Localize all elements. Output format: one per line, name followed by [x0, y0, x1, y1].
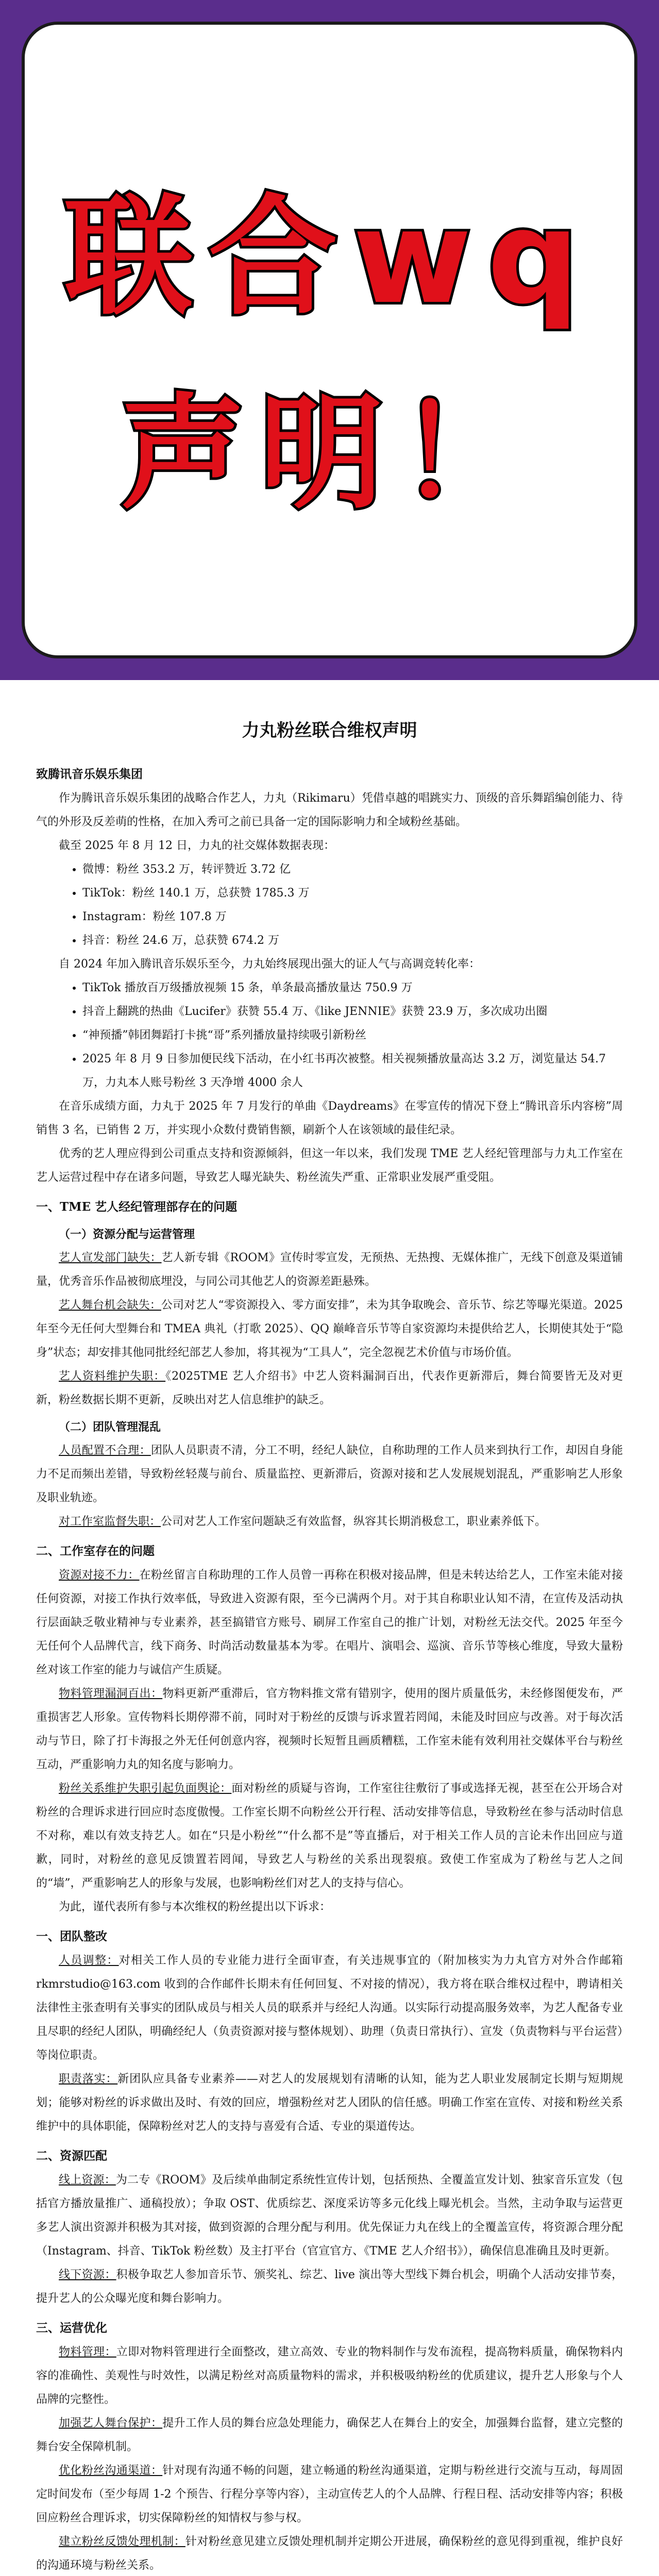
item-text: 提升工作人员的舞台应急处理能力，确保艺人在舞台上的安全，加强舞台监督，建立完整的舞台安全保障机制。 [36, 2417, 623, 2453]
paragraph [36, 1510, 623, 1534]
item-label: 优化粉丝沟通渠道： [59, 2464, 163, 2477]
paragraph: 为此，谨代表所有参与本次维权的粉丝提出以下诉求： [59, 1901, 331, 1913]
paragraph [36, 1949, 623, 2067]
item-label: 人员配置不合理： [59, 1444, 151, 1457]
paragraph: 优秀的艺人理应得到公司重点支持和资源倾斜，但这一年以来，我们发现 TME 艺人经纪管理部与力丸工作室在艺人运营过程中存在诸多问题，导致艺人曝光缺失、粉丝流失严重、正常职业发展严重受阻。 [36, 1147, 623, 1184]
list-item: • TikTok 播放百万级播放视频 15 条，单条最高播放量达 750.9 万 [82, 976, 623, 1000]
section-heading: 二、工作室存在的问题 [36, 1544, 155, 1558]
stats-list [36, 858, 623, 953]
section-heading: 一、TME 艺人经纪管理部存在的问题 [36, 1200, 238, 1214]
item-text: 针对粉丝意见建立反馈处理机制并定期公开进展，确保粉丝的意见得到重视，维护良好的沟通环境与粉丝关系。 [36, 2535, 623, 2572]
paragraph: 自 2024 年加入腾讯音乐娱乐至今，力丸始终展现出强大的证人气与高调竞转化率： [59, 958, 480, 971]
paragraph: 作为腾讯音乐娱乐集团的战略合作艺人，力丸（Rikimaru）凭借卓越的唱跳实力、顶级的音乐舞蹈编创能力、待气的外形及反差萌的性格，在加入秀可之前已具备一定的国际影响力和全域粉丝基础。 [36, 792, 623, 828]
paragraph [36, 2341, 623, 2412]
poster [0, 0, 659, 680]
item-label: 物料管理： [59, 2346, 116, 2359]
item-text: 新团队应具备专业素养——对艺人的发展规划有清晰的认知，能为艺人职业发展制定长期与短期规划；能够对粉丝的诉求做出及时、有效的回应，增强粉丝对艺人团队的信任感。明确工作室在宣传、对接和粉丝关系维护中的具体职能，保障粉丝对艺人的支持与喜爱有合适、专业的渠道传达。 [36, 2073, 623, 2133]
list-item: • 抖音上翻跳的热曲《Lucifer》获赞 55.4 万、《like JENNIE》获赞 23.9 万，多次成功出圈 [82, 1000, 623, 1024]
list-item: • Instagram：粉丝 107.8 万 [82, 905, 623, 929]
item-label: 建立粉丝反馈处理机制： [59, 2535, 185, 2548]
paragraph [36, 2168, 623, 2263]
item-text: 立即对物料管理进行全面整改，建立高效、专业的物料制作与发布流程，提高物料质量，确保物料内容的准确性、美观性与时效性，以满足粉丝对高质量物料的需求，并积极吸纳粉丝的优质建议，提升艺人形象与个人品牌的完整性。 [36, 2346, 623, 2406]
item-label: 艺人宣发部门缺失： [59, 1251, 162, 1264]
document-title: 力丸粉丝联合维权声明 [242, 720, 417, 741]
item-label: 物料管理漏洞百出： [59, 1687, 163, 1700]
section-heading: 二、资源匹配 [36, 2149, 107, 2163]
item-text: 团队人员职责不清，分工不明，经纪人缺位，自称助理的工作人员来到执行工作，却因自身能力不足而频出差错，导致粉丝轻蔑与前台、质量监控、更新滞后，资源对接和艺人发展规划混乱，严重影响艺人形象及职业轨迹。 [36, 1444, 623, 1504]
greeting: 致腾讯音乐娱乐集团 [36, 767, 143, 781]
poster-headline: 联合wq [64, 182, 595, 332]
document-body [36, 696, 623, 2576]
item-label: 对工作室监督失职： [59, 1515, 161, 1528]
item-label: 艺人舞台机会缺失： [59, 1299, 161, 1312]
paragraph [36, 2067, 623, 2139]
section-heading: 一、团队整改 [36, 1929, 107, 1943]
item-label: 艺人资料维护失职： [59, 1370, 166, 1383]
item-text: 公司对艺人工作室问题缺乏有效监督，纵容其长期消极怠工，职业素养低下。 [161, 1515, 547, 1528]
item-text: 积极争取艺人参加音乐节、颁奖礼、综艺、live 演出等大型线下舞台机会，明确个人活动安排节奏，提升艺人的公众曝光度和舞台影响力。 [36, 2268, 623, 2305]
highlights-list [36, 976, 623, 1095]
item-text: 物料更新严重滞后，官方物料推文常有错别字，使用的图片质量低劣，未经修图便发布，严重损害艺人形象。宣传物料长期停滞不前，同时对于粉丝的反馈与诉求置若罔闻，未能及时回应与改善。对于每次活动与节日，除了打卡海报之外无任何创意内容，视频时长短暂且画质糟糕，工作室未能有效利用社交媒体平台与粉丝互动，严重影响力丸的知名度与影响力。 [36, 1687, 623, 1771]
item-text: 艺人新专辑《ROOM》宣传时零宣发，无预热、无热搜、无媒体推广，无线下创意及渠道铺量，优秀音乐作品被彻底埋没，与同公司其他艺人的资源差距悬殊。 [36, 1251, 623, 1288]
poster-frame [22, 22, 637, 658]
item-text: 在粉丝留言自称助理的工作人员曾一再称在积极对接品牌，但是未转达给艺人，工作室未能对接任何资源，对接工作执行效率低，导致进入资源有限，至今已满两个月。对于其自称职业认知不清，在宣传及活动执行层面缺乏敬业精神与专业素养，甚至搞错官方账号、刷屏工作室自己的推广计划，对粉丝无法交代。2025 年至今无任何个人品牌代言，线下商务、时尚活动数量基本为零。在唱片、演唱会、巡演、音乐节等核心维度，导致大量粉丝对该工作室的能力与诚信产生质疑。 [36, 1569, 623, 1676]
item-label: 线下资源： [59, 2268, 116, 2281]
item-text: 对相关工作人员的专业能力进行全面审查，有关违规事宜的（附加核实为力丸官方对外合作邮箱 rkmrstudio@163.com 收到的合作邮件长期未有任何回复、不对接的情况），我方将在联合维权过程中，聘请相关法律性主张查明有关事实的团队成员与相关人员的联系并与经纪人沟通。以实际行动提高服务效率，为艺人配备专业且尽职的经纪人团队，明确经纪人（负责资源对接与整体规划）、助理（负责日常执行）、宣发（负责物料与平台运营）等岗位职责。 [36, 1954, 623, 2062]
paragraph [36, 1294, 623, 1365]
paragraph [36, 1682, 623, 1777]
paragraph [36, 2459, 623, 2530]
list-item: • 抖音：粉丝 24.6 万，总获赞 674.2 万 [82, 929, 623, 953]
paragraph [36, 2263, 623, 2311]
list-item: • “神预播”韩团舞蹈打卡挑“哥”系列播放量持续吸引新粉丝 [82, 1024, 623, 1047]
item-label: 加强艺人舞台保护： [59, 2417, 163, 2430]
paragraph [36, 1439, 623, 1510]
item-label: 职责落实： [59, 2073, 118, 2086]
list-item: • 2025 年 8 月 9 日参加便民线下活动，在小红书再次被整。相关视频播放量高达 3.2 万，浏览量达 54.7 万，力丸本人账号粉丝 3 天净增 4000 余人 [82, 1047, 623, 1095]
item-label: 线上资源： [59, 2174, 116, 2187]
list-item: • TikTok：粉丝 140.1 万，总获赞 1785.3 万 [82, 882, 623, 905]
item-text: 针对现有沟通不畅的问题，建立畅通的粉丝沟通渠道，定期与粉丝进行交流与互动，每周固定时间发布（至少每周 1-2 个预告、行程分享等内容），主动宣传艺人的个人品牌、行程日程、活动安排等内容；积极回应粉丝合理诉求，切实保障粉丝的知情权与参与权。 [36, 2464, 623, 2524]
paragraph [36, 1365, 623, 1412]
paragraph [36, 1777, 623, 1895]
item-text: 面对粉丝的质疑与咨询，工作室往往敷衍了事或选择无视，甚至在公开场合对粉丝的合理诉求进行回应时态度傲慢。工作室长期不向粉丝公开行程、活动安排等信息，导致粉丝在参与活动时信息不对称，难以有效支持艺人。如在“只是小粉丝”“什么都不是”等直播后，对于相关工作人员的言论未作出回应与道歉，同时，对粉丝的意见反馈置若罔闻，导致艺人与粉丝的关系出现裂痕。致使工作室成为了粉丝与艺人之间的“墙”，严重影响艺人的形象与发展，也影响粉丝们对艺人的支持与信心。 [36, 1782, 623, 1890]
paragraph [36, 1246, 623, 1294]
paragraph: 在音乐成绩方面，力丸于 2025 年 7 月发行的单曲《Daydreams》在零宣传的情况下登上“腾讯音乐内容榜”周销售 3 名，已销售 2 万，并实现小众数付费销售额，刷新个人在该领域的最佳纪录。 [36, 1100, 623, 1137]
item-text: 为二专《ROOM》及后续单曲制定系统性宣传计划，包括预热、全覆盖宣发计划、独家音乐宣发（包括官方播放量推广、通稿投放）；争取 OST、优质综艺、深度采访等多元化线上曝光机会。当然，主动争取与运营更多艺人演出资源并积极为其对接，做到资源的合理分配与利用。优先保证力丸在线上的全覆盖宣传，将资源合理分配（Instagram、抖音、TikTok 粉丝数）及主打平台（官宣官方、《TME 艺人介绍书》），确保信息准确且及时更新。 [36, 2174, 623, 2258]
poster-subheadline: 声明！ [121, 381, 538, 526]
subsection-heading: （一）资源分配与运营管理 [59, 1228, 195, 1241]
section-heading: 三、运营优化 [36, 2321, 107, 2335]
list-item: • 微博：粉丝 353.2 万，转评赞近 3.72 亿 [82, 858, 623, 882]
item-label: 粉丝关系维护失职引起负面舆论： [59, 1782, 232, 1795]
item-text: 《2025TME 艺人介绍书》中艺人资料漏洞百出，代表作更新滞后，舞台简要皆无及对更新，粉丝数据长期不更新，反映出对艺人信息维护的缺乏。 [36, 1370, 623, 1406]
paragraph [36, 2530, 623, 2576]
paragraph [36, 2412, 623, 2459]
item-label: 人员调整： [59, 1954, 119, 1967]
item-label: 资源对接不力： [59, 1569, 140, 1582]
paragraph: 截至 2025 年 8 月 12 日，力丸的社交媒体数据表现： [59, 839, 335, 852]
paragraph [36, 1564, 623, 1682]
subsection-heading: （二）团队管理混乱 [59, 1420, 161, 1434]
item-text: 公司对艺人“零资源投入、零方面安排”，未为其争取晚会、音乐节、综艺等曝光渠道。2025 年至今无任何大型舞台和 TMEA 典礼（打歌 2025）、QQ 巅峰音乐节等自家资源均未提供给艺人，长期使其处于“隐身”状态；却安排其他同批经纪部艺人参加，将其视为“工具人”，完全忽视艺术价值与市场价值。 [36, 1299, 623, 1359]
